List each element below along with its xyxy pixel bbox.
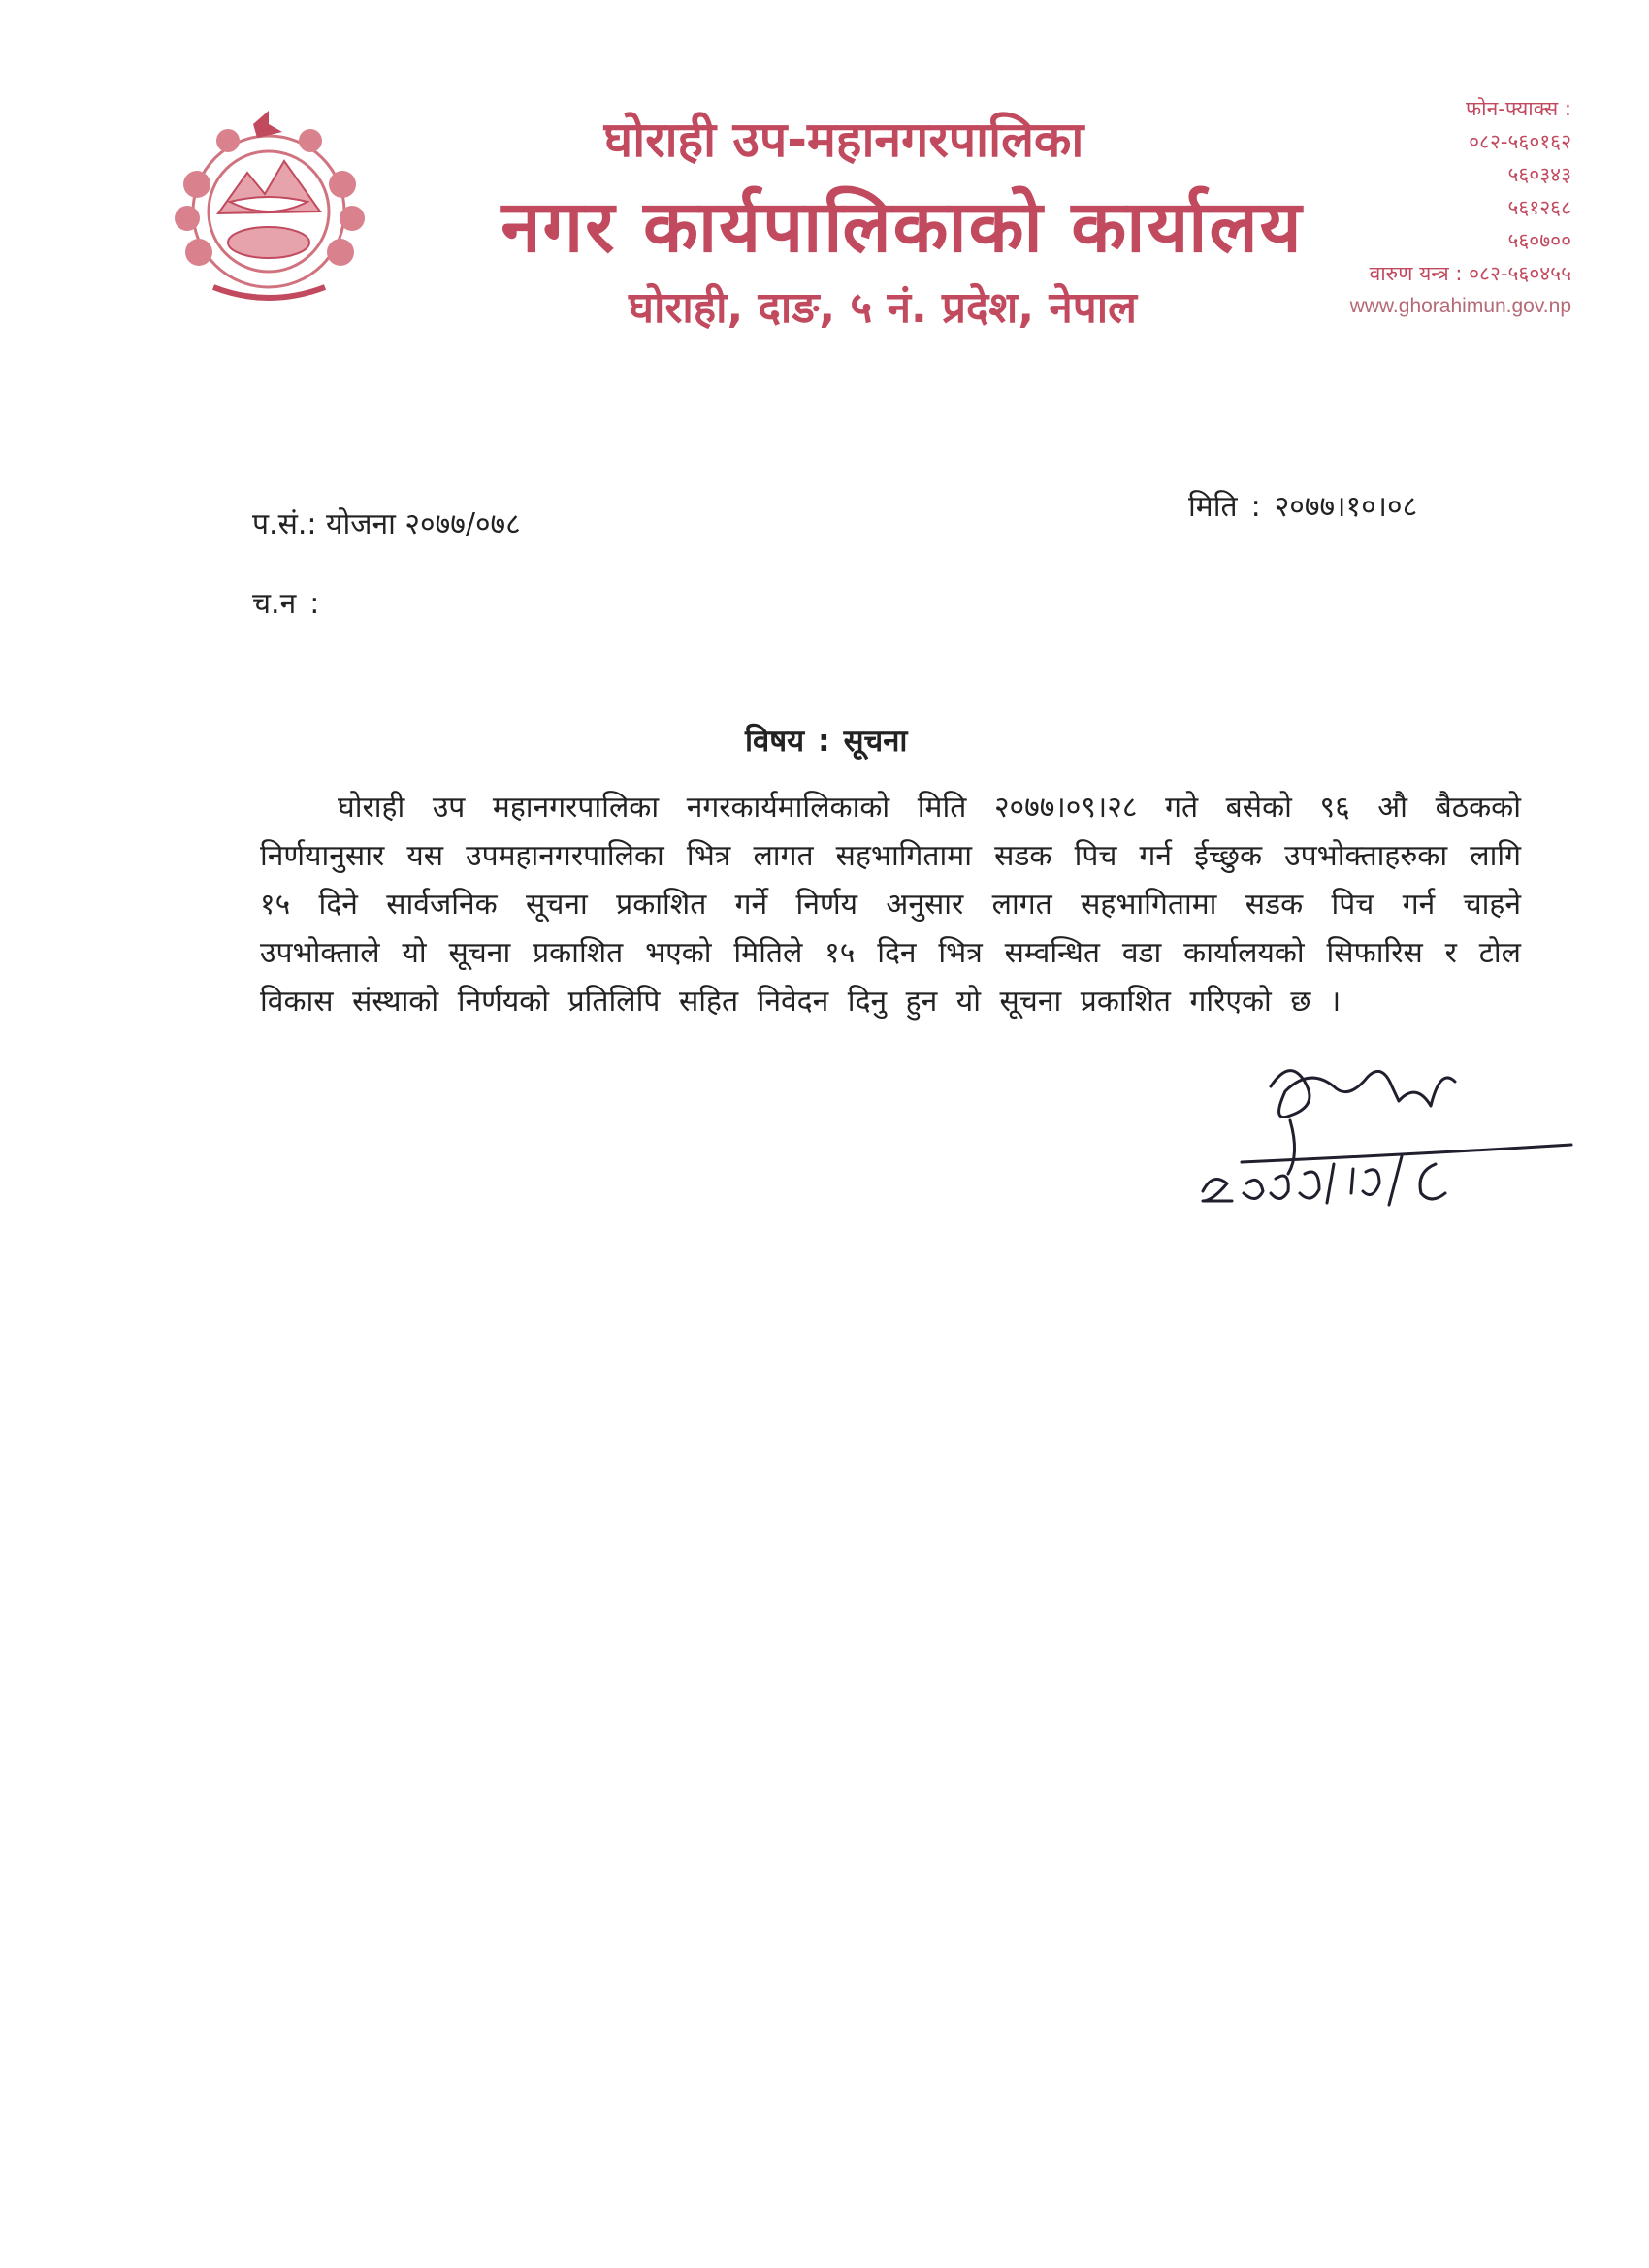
dispatch-line: च.न : [252, 587, 320, 621]
phone-number: ५६०३४३ [1507, 163, 1571, 186]
fire-brigade-label: वारुण यन्त्र : [1369, 262, 1463, 285]
office-address: घोराही, दाङ, ५ नं. प्रदेश, नेपाल [628, 283, 1138, 333]
phone-label: फोन-फ्याक्स : [1465, 97, 1571, 120]
office-name: नगर कार्यपालिकाको कार्यालय [501, 185, 1304, 269]
reference-line [252, 502, 521, 542]
nepal-government-emblem-icon [160, 97, 378, 315]
date-line: मिति : २०७७।१०।०८ [1188, 490, 1418, 524]
handwritten-signature-icon [1174, 1048, 1581, 1222]
website-link[interactable]: www.ghorahimun.gov.np [1349, 295, 1571, 317]
date-label: मिति [1188, 490, 1238, 524]
phone-number: ५६१२६८ [1507, 196, 1571, 219]
dispatch-label: च.न [252, 587, 297, 621]
notice-body: घोराही उप महानगरपालिका नगरकार्यमालिकाको मिति २०७७।०९।२८ गते बसेको ९६ औ बैठकको निर्णयानुसार यस उपमहानगरपालिका भित्र लागत सहभागितामा सडक पिच गर्न ईच्छुक उपभोक्ताहरुका लागि १५ दिने सार्वजनिक सूचना प्रकाशित गर्ने निर्णय अनुसार लागत सहभागितामा सडक पिच गर्न चाहने उपभोक्ताले यो सूचना प्रकाशित भएको मितिले १५ दिन भित्र सम्वन्धित वडा कार्यालयको सिफारिस र टोल विकास संस्थाको निर्णयको प्रतिलिपि सहित निवेदन दिनु हुन यो सूचना प्रकाशित गरिएको छ । [260, 791, 1521, 1019]
contact-block [1280, 92, 1571, 323]
phone-number: ०८२-५६०१६२ [1469, 130, 1571, 153]
subject-line: विषय : सूचना [745, 724, 908, 759]
subject-label: विषय [745, 724, 805, 759]
municipality-name: घोराही उप-महानगरपालिका [603, 112, 1084, 168]
fire-brigade-number: ०८२-५६०४५५ [1469, 262, 1571, 285]
fire-brigade-line [1280, 257, 1571, 290]
phone-number: ५६०७०० [1507, 229, 1571, 252]
reference-label: प.सं.: [252, 507, 317, 541]
subject-value: सूचना [843, 724, 908, 759]
reference-value: योजना २०७७/०७८ [326, 507, 521, 541]
date-value: २०७७।१०।०८ [1274, 490, 1418, 524]
